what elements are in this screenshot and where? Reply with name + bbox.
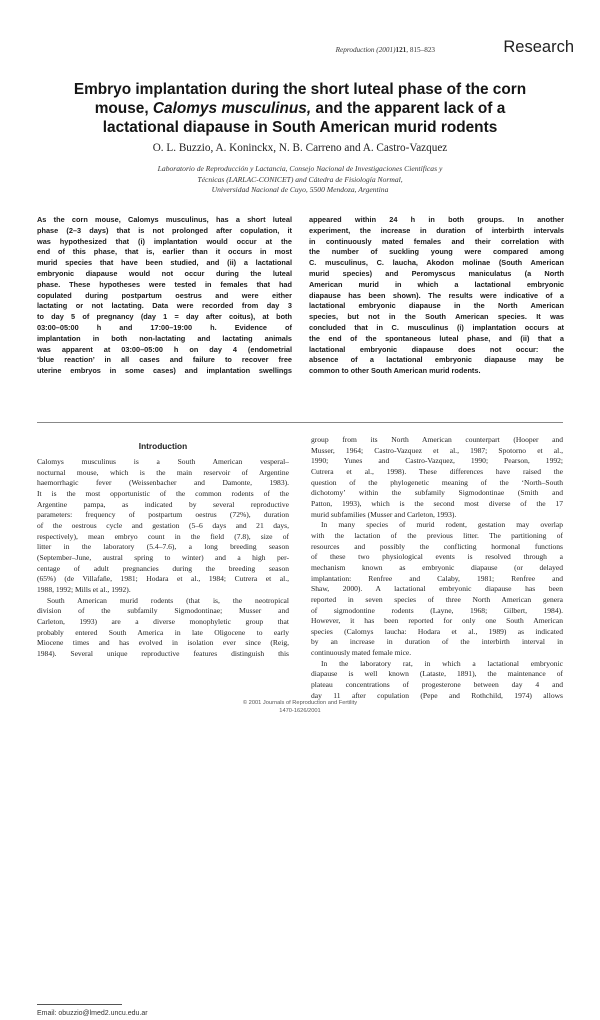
body-line: Shaw, 2000). A lactational embryonic diapause has been [311,584,563,594]
body-line: Carleton, 1993) are a diverse monophyletic group that [37,616,289,626]
body-line: probably entered South America in late Oligocene to early [37,627,289,637]
body-line: (65%) (de Villafañe, 1981; Hodara et al., 1984; Cutrera et al., [37,574,289,584]
abstract-line: to day 5 of pregnancy (day 1 = day after coitus), at both [37,312,292,322]
body-line: It is the most opportunistic of the common rodents of the [37,488,289,498]
body-line: However, it has been reported for only one South American [311,616,563,626]
abstract-line: concluded that in C. musculinus (i) implantation occurs at [309,322,564,332]
abstract-line: murid species) and Peromyscus maniculatus (a North [309,268,564,278]
abstract-line: the end of the spontaneous luteal phase, and (ii) that a [309,333,564,343]
section-label: Research [503,38,574,56]
body-line: by an increase in duration of the interbirth interval in [311,637,563,647]
body-line: of sigmodontine rodents (Layne, 1968; Gilbert, 1984). [311,605,563,615]
abstract-line: common to other South American murid rodents. [309,366,481,376]
journal-volume: 121 [395,46,407,54]
journal-name: Reproduction [335,46,375,54]
abstract-line: phase. These hypotheses were tested in females that had [37,279,292,289]
journal-year: (2001) [376,46,396,54]
abstract-line: ‘blue reaction’ in all cases and failure to recover free [37,355,292,365]
journal-pages: , 815–823 [406,46,435,54]
abstract-line: absence of a lactational embryonic diapause may be [309,355,564,365]
body-line: Patton, 1993), which is the second most diverse of the 17 [311,498,563,508]
copyright-footer: © 2001 Journals of Reproduction and Fertility 1470-1626/2001 [242,700,358,715]
abstract-line: As the corn mouse, Calomys musculinus, has a short luteal [37,215,292,224]
abstract-line: appeared within 24 h in both groups. In another [309,215,564,224]
introduction-heading: Introduction [138,441,188,451]
abstract-line: uterine embryos in some cases) and implantation swellings [37,366,292,376]
journal-citation [336,46,435,54]
body-line: continuously mated female mice. [311,648,412,658]
body-line: South American murid rodents (that is, the neotropical [47,595,289,605]
body-line: 1990; Yunes and Castro-Vazquez, 1990; Pearson, 1992; [311,456,563,466]
body-line: Calomys musculinus is a South American vesperal– [37,457,289,466]
body-line: plateau concentrations of progesterone between day 4 and [311,680,563,690]
abstract-line: lactational embryonic diapause does not occur: the [309,344,564,354]
body-right-column [311,435,563,701]
body-line: division of the subfamily Sigmodontinae; Musser and [37,606,289,616]
body-line: haemorrhagic fever (Weissenbacher and Damonte, 1983). [37,478,289,488]
body-line: In many species of murid rodent, gestation may overlap [321,520,563,530]
body-line: with the lactation of the previous litter. The partitioning of [311,530,563,540]
body-line: Cutrera et al., 1998). These differences have raised the [311,466,563,476]
body-line: 1988, 1992; Mills et al., 1992). [37,584,131,594]
abstract-line: experiment, the increase in duration of interbirth intervals [309,225,564,235]
abstract-line: 03:00–05:00 h and 17:00–19:00 h. Evidence of [37,322,292,332]
body-line: (September–June, austral spring to winter) and a high per- [37,552,289,562]
abstract-line: the number of suckling young were compared among [309,247,564,257]
abstract-line: American murid in which a lactational embryonic [309,279,564,289]
body-line: reported in seven species of three North American genera [311,594,563,604]
running-header [0,38,600,58]
body-line: nocturnal mouse, which is the main reservoir of Argentine [37,467,289,477]
body-line: mechanism known as embryonic diapause (or delayed [311,562,563,572]
paper-title [50,80,550,137]
abstract-line: phase (2–3 days) that is not prolonged after copulation, it [37,225,292,235]
body-line: dichotomy’ within the subfamily Sigmodontinae (Smith and [311,488,563,498]
body-line: litter in the laboratory (5.4–7.6), a long breeding season [37,542,289,552]
affiliation: Laboratorio de Reproducción y Lactancia, Consejo Nacional de Investigaciones Científicas y Técnicas (LARLAC-CONICET) and Cátedra de Fisiología Normal, Universidad Nacional de Cuyo, 5500 Mendoza, Argentina [157,164,443,195]
body-line: implantation: Renfree and Calaby, 1981; Renfree and [311,573,563,583]
corresponding-email[interactable]: Email: obuzzio@lmed2.uncu.edu.ar [37,1010,148,1017]
body-line: of these two physiological events is resolved through a [311,552,563,562]
body-line: Musser, 1964; Castro-Vazquez et al., 1987; Spotorno et al., [311,445,563,455]
body-line: Argentine pampa, as indicated by several reproductive [37,499,289,509]
abstract-line: murid species that have been studied, and (ii) a lactational [37,258,292,268]
footnote-divider [37,1004,122,1005]
abstract-line: end of this phase, that is, earlier than it occurs in most [37,247,292,257]
abstract-line: lactational embryonic diapause in the North American [309,301,564,311]
species-name: Calomys musculinus, [152,100,312,117]
author-list: O. L. Buzzio, A. Koninckx, N. B. Carreno and A. Castro-Vazquez [152,142,448,154]
body-line: parameters: frequency of postpartum oestrus (72%), duration [37,510,289,520]
abstract-line: was apparent at 03:00–05:00 h on day 4 (endometrial [37,344,292,354]
body-line: In the laboratory rat, in which a lactational embryonic [321,658,563,668]
title-line-1: Embryo implantation during the short luteal phase of the corn [73,81,527,98]
body-line: resources and possibly the conflicting hormonal functions [311,541,563,551]
body-line: respectively), mean embryo count in the field (7.8), size of [37,531,289,541]
body-left-column [37,435,289,1017]
abstract-line: embryonic diapause would not occur during the luteal [37,268,292,278]
body-line: day 11 after copulation (Pepe and Rothchild, 1974) allows [311,690,563,700]
body-line: centage of adult pregnancies during the breeding season [37,563,289,573]
abstract-line: implantation in both non-lactating and lactating animals [37,333,292,343]
abstract-line: copulated during postpartum oestrus and were either [37,290,292,300]
abstract-left-column [37,215,292,377]
abstract-right-column [309,215,564,377]
title-line-2: mouse, Calomys musculinus, and the apparent lack of a [94,100,506,117]
body-line: question of the phylogenetic meaning of the ‘North–South [311,477,563,487]
abstract-line: C. musculinus, C. laucha, Akodon molinae (South American [309,258,564,268]
body-line: group from its North American counterpart (Hooper and [311,435,563,444]
body-line: Miocene times and has evolved in isolation ever since (Reig, [37,638,289,648]
abstract-line: in continuously mated females and their correlation with [309,236,564,246]
body-line: diapause is well known (Lataste, 1891), the maintenance of [311,669,563,679]
body-line: species (Calomys laucha: Hodara et al., 1989) as indicated [311,626,563,636]
body-line: 1984). Several unique reproductive features distinguish this [37,648,289,658]
abstract-line: diapause has been shown). The results were indicative of a [309,290,564,300]
title-line-3: lactational diapause in South American murid rodents [102,119,498,136]
body-line: murid subfamilies (Musser and Carleton, 1993). [311,509,457,519]
abstract-line: lactating or not lactating. Data were recorded from day 3 [37,301,292,311]
body-line: of the oestrous cycle and gestation (5–6 days and 21 days, [37,520,289,530]
section-divider [37,422,563,423]
abstract-line: was hypothesized that (i) implantation would occur at the [37,236,292,246]
abstract-line: species, but not in the South American species. It was [309,312,564,322]
